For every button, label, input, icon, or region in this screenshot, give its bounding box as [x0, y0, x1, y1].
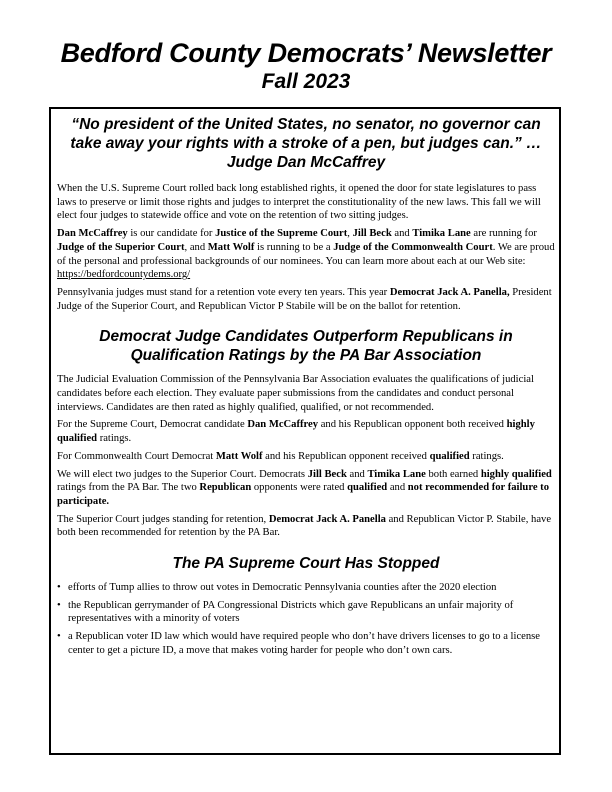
- list-item-text: the Republican gerrymander of PA Congressional Districts which gave Republicans an unfair majority of representatives with a minority of voters: [68, 599, 514, 625]
- text-run: ,: [347, 228, 353, 240]
- ratings-heading: Democrat Judge Candidates Outperform Republicans in Qualification Ratings by the PA Bar Association: [99, 328, 513, 365]
- text-run: opponents were rated: [251, 482, 348, 494]
- text-run: and his Republican opponent received: [262, 450, 430, 462]
- text-run: are running for: [470, 228, 537, 240]
- ratings-paragraph-3: [57, 450, 555, 464]
- website-link[interactable]: https://bedfordcountydems.org/: [57, 269, 191, 281]
- office-name: Justice of the Supreme Court: [215, 228, 348, 240]
- text-run: ratings.: [97, 433, 132, 445]
- text-run: and Republican Victor P. Stabile, have both been recommended for retention by the PA Bar.: [57, 513, 552, 539]
- list-item-text: efforts of Tump allies to throw out votes in Democratic Pennsylvania counties after the 2020 election: [68, 582, 497, 594]
- text-run: Pennsylvania judges must stand for a retention vote every ten years. This year: [57, 286, 390, 298]
- bullet-icon: •: [57, 582, 61, 594]
- candidate-name: Democrat Jack A. Panella: [268, 513, 386, 525]
- text-run: ratings from the PA Bar. The two: [57, 482, 200, 494]
- supreme-court-list: [57, 581, 555, 658]
- list-item: [57, 630, 555, 657]
- text-run: The Superior Court judges standing for retention,: [57, 513, 269, 525]
- text-run: is running to be a: [254, 241, 334, 253]
- candidate-name: Dan McCaffrey: [247, 419, 319, 431]
- intro-paragraph-2: [57, 227, 555, 282]
- ratings-paragraph-2: [57, 418, 555, 445]
- bullet-icon: •: [57, 631, 61, 643]
- ratings-paragraph-5: [57, 513, 555, 540]
- text-run: both earned: [425, 468, 481, 480]
- text-run: For Commonwealth Court Democrat: [57, 450, 216, 462]
- intro-paragraph-1: When the U.S. Supreme Court rolled back long established rights, it opened the door for state legislatures to pass laws to preserve or limit those rights and judges to interpret the constitutionality of the new laws. This fall we will elect four judges to statewide office and vote on the retention of two sitting judges.: [57, 183, 541, 222]
- newsletter-season: Fall 2023: [261, 70, 351, 93]
- intro-paragraph-3: [57, 286, 555, 313]
- candidate-name: Matt Wolf: [207, 241, 255, 253]
- masthead: [0, 38, 612, 95]
- candidate-name: Democrat Jack A. Panella,: [389, 286, 510, 298]
- office-name: Judge of the Superior Court: [57, 241, 185, 253]
- text-run: is our candidate for: [127, 228, 216, 240]
- rating-label: not recommended for failure to participate.: [57, 482, 550, 507]
- text-run: , and: [184, 241, 208, 253]
- article-content: [57, 115, 555, 662]
- rating-label: highly qualified: [57, 419, 535, 445]
- text-run: and: [387, 482, 408, 494]
- article-box: [49, 107, 561, 755]
- text-run: and his Republican opponent both received: [318, 419, 507, 431]
- text-run: President Judge of the Superior Court, and Republican Victor P Stabile will be on the ballot for retention.: [57, 286, 552, 312]
- office-name: Judge of the Commonwealth Court: [333, 241, 493, 253]
- text-run: and: [346, 468, 368, 480]
- list-item-text: a Republican voter ID law which would have required people who don’t have drivers licenses to go to a license center to get a picture ID, a move that makes voting harder for people who don’t own cars.: [68, 631, 540, 656]
- party-label: Republican: [199, 482, 252, 494]
- supreme-court-heading: The PA Supreme Court Has Stopped: [172, 555, 440, 573]
- list-item: [57, 599, 555, 626]
- bullet-icon: •: [57, 599, 61, 611]
- candidate-name: Jill Beck: [352, 228, 392, 240]
- text-run: ratings.: [469, 450, 504, 462]
- ratings-paragraph-1: The Judicial Evaluation Commission of the Pennsylvania Bar Association evaluates the qualifications of judicial candidates before each election. They evaluate paper submissions from the candidates and conduct personal interviews. Candidates are then rated as highly qualified, qualified, or not recommended.: [57, 374, 534, 413]
- candidate-name: Timika Lane: [367, 468, 426, 480]
- rating-label: highly qualified: [480, 468, 552, 480]
- candidate-name: Matt Wolf: [215, 450, 263, 462]
- text-run: For the Supreme Court, Democrat candidate: [57, 419, 248, 431]
- list-item: [57, 581, 555, 595]
- candidate-name: Dan McCaffrey: [57, 228, 128, 240]
- candidate-name: Jill Beck: [307, 468, 347, 480]
- text-run: . We are proud of the personal and professional backgrounds of our nominees. You can learn more about each at our Web site:: [57, 241, 555, 267]
- rating-label: qualified: [429, 450, 470, 462]
- pull-quote: “No president of the United States, no senator, no governor can take away your rights with a stroke of a pen, but judges can.” … Judge Dan McCaffrey: [70, 116, 542, 171]
- ratings-paragraph-4: [57, 468, 555, 509]
- candidate-name: Timika Lane: [412, 228, 471, 240]
- text-run: We will elect two judges to the Superior Court. Democrats: [57, 468, 308, 480]
- text-run: and: [391, 228, 413, 240]
- rating-label: qualified: [347, 482, 388, 494]
- newsletter-title: Bedford County Democrats’ Newsletter: [60, 38, 552, 68]
